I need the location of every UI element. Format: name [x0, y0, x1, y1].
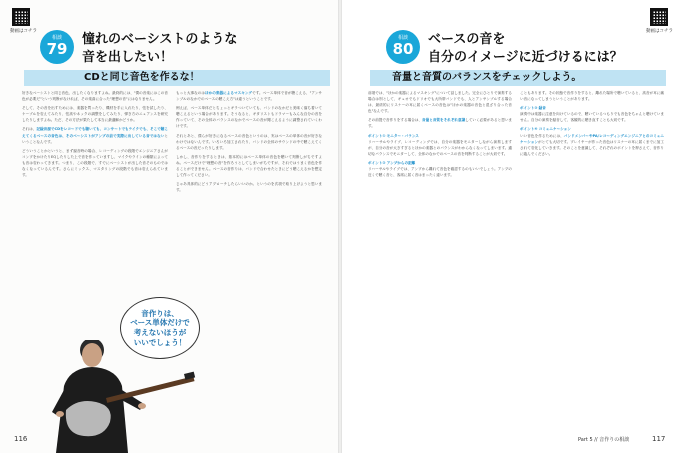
- page-title: [82, 31, 237, 66]
- page-number: 117: [652, 435, 666, 443]
- body-column-2: [520, 90, 664, 420]
- tagline-text: 音量と音質のバランスをチェックしよう。: [392, 72, 582, 83]
- tagline-band: [24, 70, 330, 86]
- highlight-text: ほかの楽器によるマスキング: [205, 91, 253, 95]
- paragraph: リハーサルやライブ、レコーディングでは、自分の楽器をモニターしながら演奏しますが、自分の音が大きすぎるとほかの楽器とのバランスがわからなくなってしまいます。適切なバランスでモニターして、全体のなかでのベースの音を判断することが大切です。: [368, 139, 512, 156]
- paragraph: しかし、音作りをするときは、基本的にはベース単体の音色を聴いて判断しがちですよね。ベースだけで"理想の音"を作ろうとしてしまいがちですが、それではうまく音色を作ることができません。ベースの音作りは、バンドで合わせたときにどう聴こえるかを想定して作ってください。: [176, 154, 322, 178]
- bubble-line: ベース単体だけで: [130, 318, 190, 328]
- badge-number: 80: [392, 40, 414, 58]
- point-heading: ポイント④ コミュニケーション: [520, 127, 571, 132]
- page-number: 116: [14, 435, 28, 443]
- paragraph: どういうことかというと、まず録音時の場合、レコーディングの段階でエンジニアさんがコンプをかけたりEQしたりした上で音を作っていますし、マイクやラインの種類によっても音は変わってきます。つまり、この段階で、すでにベーシストが出した音そのものではなくなっているんです。さらにミックス、マスタリングの段階でも音は変えられています。: [22, 148, 168, 178]
- bubble-line: いいでしょう！: [133, 337, 187, 347]
- qr-label: 動画はコチラ: [646, 29, 673, 34]
- tagline-text: CDと同じ音色を作るな！: [84, 72, 200, 83]
- title-line-2: 音を出したい！: [82, 49, 174, 65]
- paragraph: それは、記録音源でCDをレコードでも聴いても、コンサートでもテイクでも、そこで聴こえてくるベースの音色は、そのベーシストがアンプの前で実際に出している音ではないということなんです。: [22, 127, 168, 144]
- paragraph: 例えば、ベース単体だとちょっとギラついていても、バンドのなかだと美味く落ち着いて聴こえるという場合があります。そうなると、ギタリストもドラマーもみんな自分の音を作っていて、その全体のバランスのなかでベースの音が聞こえるように調整されていくわけです。: [176, 106, 322, 129]
- paragraph: 演奏中は楽器に注意を向けているので、聴いているつもりでも音色をちゃんと聴けていません。自分の演奏を録音して、客観的に聴き直すことも大切です。: [520, 112, 664, 123]
- point-heading: ポイント① モニター・バランス: [368, 133, 419, 138]
- title-line-1: ベースの音を: [428, 32, 506, 47]
- paragraph: それとあと、僕らが好きになるベースの音色というのは、実はベースの単体の音が好きなわけではないんです。いろいろ加工されたり、バンドの全体のサウンドの中で聴こえてくるベースの音だったりします。: [176, 133, 322, 150]
- paragraph: 前項では、"ほかの楽器によるマスキング"について話しました。完全にひとりで演奏する場合は別として、ギュオでもドリオでも大所帯バンドでも、人とアンサンブルする場合は、最終的にリスナーの耳に届くベースの音色は"ほかの楽器の音色と混ざり合った音色"なんです。: [368, 91, 512, 114]
- bubble-line: 音作りは、: [141, 308, 179, 318]
- paragraph: リハーサルやライブでは、アンプから離れて音色を確認するのもいいでしょう。アンプの近くで聴く音と、客席に届く音はまったく違います。: [368, 167, 512, 178]
- badge-label: 相談: [51, 35, 62, 41]
- body-column-1: [22, 90, 168, 300]
- consultation-badge: [40, 30, 74, 64]
- paragraph: 好きなベーシストと同じ音色、出したくなりますよね。最終的には、"僕の音楽にはこの音色が必要だ"という判断がなければ、その楽曲に合った"理想の音"にはなりません。: [22, 91, 168, 102]
- paragraph: その前提で音作りをする場合は、音量と音質をそれぞれ意識していく必要があると思います。: [368, 118, 512, 129]
- badge-number: 79: [46, 40, 68, 58]
- highlight-text: バンドメンバーやPA/レコーディングエンジニアとのコミュニケーション: [520, 133, 664, 144]
- paragraph: こともあります。その状態で音作りをすると、離れた場所で聴いていると、高音が耳に痛い音になってしまうということがあります。: [520, 91, 664, 102]
- qr-code-icon[interactable]: [650, 8, 668, 26]
- qr-code-icon[interactable]: [12, 8, 30, 26]
- right-page: [340, 0, 680, 453]
- paragraph: もっと大事なのはほかの楽器によるマスキングです。ベース単体で音が聴こえる、"アンサンブルのなかでのベースの聴こえ方"は違うということです。: [176, 91, 322, 102]
- page-title: [428, 31, 623, 66]
- bubble-line: 考えないほうが: [133, 328, 187, 337]
- tagline-band: [370, 70, 666, 86]
- badge-label: 相談: [397, 35, 408, 41]
- title-line-1: 憧れのベーシストのような: [82, 32, 238, 47]
- point-heading: ポイント③ 録音: [520, 106, 546, 111]
- consultation-badge: [386, 30, 420, 64]
- gutter: [338, 0, 342, 453]
- part-footer: Part 5 // 音作りの相談: [578, 437, 630, 443]
- body-column-2: [176, 90, 322, 300]
- highlight-text: 記録音源でCDをレコードでも聴いても、コンサートでもテイクでも、そこで聴こえてくるベースの音色は、そのベーシストがアンプの前で実際に出している音ではない: [22, 127, 168, 138]
- bassist-photo: [48, 337, 198, 453]
- title-line-2: 自分のイメージに近づけるには？: [428, 49, 623, 65]
- paragraph: そして、その音を出すためには、楽器を買ったり、機材を手に入れたり、弦を試したり、ケーブルを変えてみたり、弦高やネックの調整をしてみたり、弾き方のニュアンスを研究したりしますよね。ただ、その方法が果たして本当に最適解かどうか。: [22, 106, 168, 123]
- highlight-text: 音量と音質をそれぞれ意識: [422, 118, 466, 123]
- paragraph: じゃあ具体的にどうアプローチしたらいいのか。というのを次項で取り上げようと思います。: [176, 182, 322, 193]
- qr-label: 動画はコチラ: [10, 29, 37, 34]
- body-column-1: [368, 90, 512, 420]
- paragraph: いい音色を作るためには、バンドメンバーやPA/レコーディングエンジニアとのコミュニケーションがとても大切です。プレイヤーが作った音色はリスナーの耳に届くまでに加工されて変化していきます。そのことを意識して、それぞれのポイントを押さえて、音作りに臨んでください。: [520, 133, 664, 156]
- point-heading: ポイント② アンプからの距離: [368, 160, 416, 165]
